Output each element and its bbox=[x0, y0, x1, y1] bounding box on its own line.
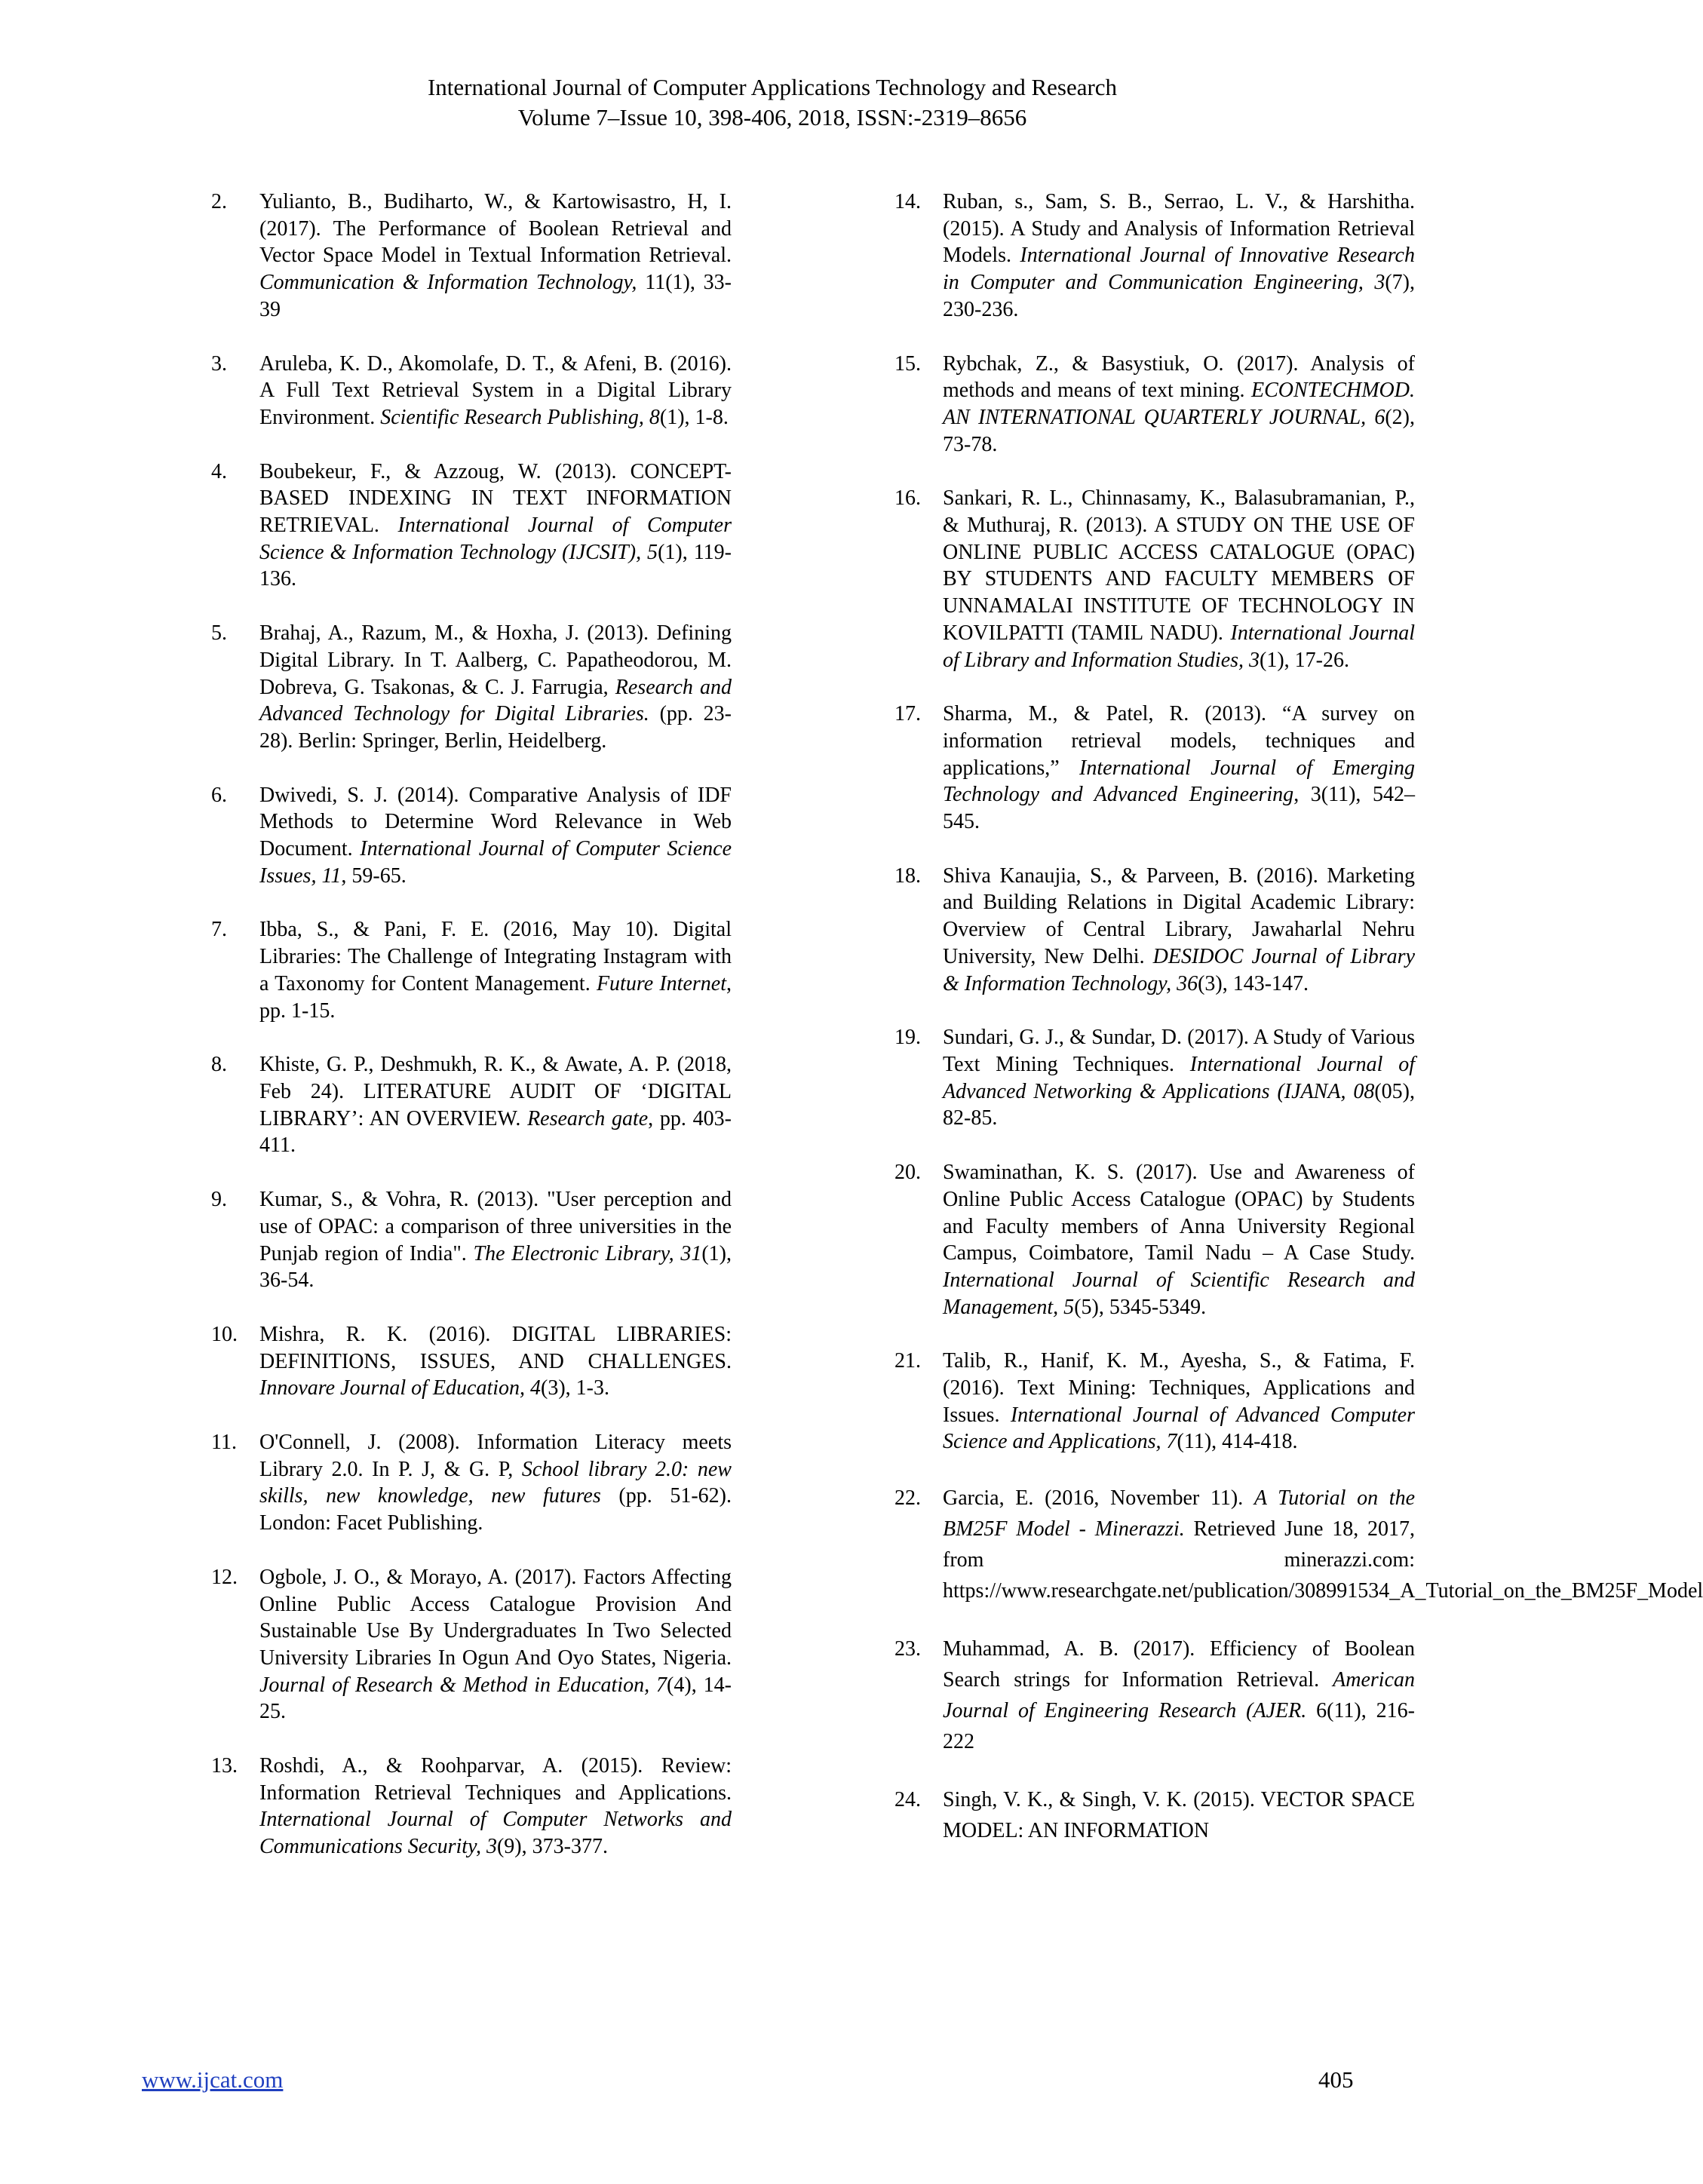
reference-details: , pp. 403-411. bbox=[259, 1106, 732, 1158]
reference-source-italic: ECONTECHMOD. AN INTERNATIONAL QUARTERLY JOURNAL, 6 bbox=[943, 379, 1415, 429]
reference-details: (05), 82-85. bbox=[943, 1079, 1415, 1130]
reference-number: 3. bbox=[211, 351, 227, 376]
reference-text: Swaminathan, K. S. (2017). Use and Awareness of Online Public Access Catalogue (OPAC) by Students and Faculty members of Anna University Regional Campus, Coimbatore, Tamil Nadu – A Case Study. bbox=[943, 1161, 1415, 1265]
reference-details: , 3(11), 542–545. bbox=[943, 783, 1416, 834]
reference-details: (2), 73-78. bbox=[943, 405, 1415, 456]
reference-text: Garcia, E. (2016, November 11). bbox=[943, 1486, 1254, 1511]
reference-number: 7. bbox=[211, 918, 227, 942]
reference-number: 16. bbox=[894, 486, 921, 511]
reference-details: (3), 1-3. bbox=[541, 1376, 609, 1400]
reference-entry bbox=[211, 1321, 732, 1402]
reference-details: (11), 414-418. bbox=[1177, 1430, 1298, 1454]
reference-text: Boubekeur, F., & Azzoug, W. (2013). CONCEPT-BASED INDEXING IN TEXT INFORMATION RETRIEVAL. bbox=[259, 459, 732, 538]
reference-number: 15. bbox=[894, 351, 921, 376]
reference-source-italic: School library 2.0: new skills, new knowledge, new futures bbox=[259, 1457, 732, 1508]
reference-text: Sharma, M., & Patel, R. (2013). “A survey on information retrieval models, techniques and applications,” bbox=[943, 702, 1415, 780]
reference-details: (pp. 23-28). Berlin: Springer, Berlin, Heidelberg. bbox=[259, 702, 732, 753]
reference-source-italic: The Electronic Library, 31 bbox=[473, 1241, 702, 1265]
reference-text: Khiste, G. P., Deshmukh, R. K., & Awate, A. P. (2018, Feb 24). LITERATURE AUDIT OF ‘DIGITAL LIBRARY’: AN OVERVIEW. bbox=[259, 1053, 732, 1130]
reference-entry bbox=[894, 1024, 1415, 1132]
reference-source-italic: Communication & Information Technology, bbox=[259, 271, 637, 295]
reference-details: 6(11), 216-222 bbox=[943, 1699, 1416, 1754]
reference-text: Mishra, R. K. (2016). DIGITAL LIBRARIES: DEFINITIONS, ISSUES, AND CHALLENGES. bbox=[259, 1322, 732, 1373]
reference-source-italic: Innovare Journal of Education, 4 bbox=[259, 1376, 542, 1400]
reference-number: 13. bbox=[211, 1754, 238, 1778]
reference-number: 5. bbox=[211, 621, 227, 646]
page-number: 405 bbox=[1318, 2066, 1354, 2093]
reference-source-italic: Research and Advanced Technology for Digital Libraries. bbox=[259, 675, 732, 726]
reference-entry bbox=[894, 1483, 1703, 1606]
reference-source-italic: International Journal of Emerging Technology and Advanced Engineering bbox=[943, 756, 1415, 807]
reference-text: O'Connell, J. (2008). Information Literacy meets Library 2.0. In P. J, & G. P, bbox=[259, 1431, 732, 1481]
journal-title: International Journal of Computer Applications Technology and Research bbox=[427, 74, 1118, 100]
reference-source-italic: Scientific Research Publishing, 8 bbox=[380, 405, 660, 429]
reference-number: 18. bbox=[894, 863, 921, 888]
reference-text: Dwivedi, S. J. (2014). Comparative Analysis of IDF Methods to Determine Word Relevance in Web Document. bbox=[259, 783, 732, 861]
reference-entry bbox=[894, 701, 1415, 836]
reference-text: Ogbole, J. O., & Morayo, A. (2017). Factors Affecting Online Public Access Catalogue Provision And Sustainable Use By Undergraduates In Two Selected University Libraries In Ogun And Oyo States, Nigeria. bbox=[259, 1565, 732, 1670]
reference-details: (1), 36-54. bbox=[259, 1241, 732, 1293]
reference-details: 11(1), 33-39 bbox=[259, 271, 732, 321]
reference-source-italic: American Journal of Engineering Research (AJER. bbox=[943, 1668, 1415, 1723]
reference-details: (4), 14-25. bbox=[259, 1673, 732, 1724]
reference-entry bbox=[894, 1784, 1415, 1846]
footer-website-link[interactable]: www.ijcat.com bbox=[142, 2066, 284, 2093]
reference-entry bbox=[211, 1186, 732, 1294]
reference-entry bbox=[211, 782, 732, 890]
reference-entry bbox=[211, 1564, 732, 1725]
references-right-column bbox=[894, 189, 1703, 1873]
reference-details: (1), 1-8. bbox=[659, 405, 729, 429]
reference-number: 17. bbox=[894, 702, 921, 726]
reference-number: 14. bbox=[894, 190, 921, 213]
reference-entry bbox=[211, 1753, 732, 1860]
reference-entry bbox=[211, 916, 732, 1024]
reference-number: 22. bbox=[894, 1486, 921, 1511]
reference-entry bbox=[894, 1348, 1415, 1455]
reference-details: (7), 230-236. bbox=[943, 271, 1415, 321]
reference-number: 6. bbox=[211, 783, 227, 807]
reference-text: Sundari, G. J., & Sundar, D. (2017). A Study of Various Text Mining Techniques. bbox=[943, 1026, 1415, 1076]
reference-number: 2. bbox=[211, 190, 227, 213]
reference-entry bbox=[211, 1429, 732, 1537]
reference-details: (3), 143-147. bbox=[1198, 971, 1309, 995]
reference-entry bbox=[894, 189, 1415, 324]
reference-number: 9. bbox=[211, 1188, 227, 1212]
reference-source-italic: Research gate bbox=[527, 1106, 649, 1130]
reference-number: 11. bbox=[211, 1431, 237, 1455]
reference-text: Rybchak, Z., & Basystiuk, O. (2017). Analysis of methods and means of text mining. bbox=[943, 351, 1415, 403]
reference-details: (pp. 51-62). London: Facet Publishing. bbox=[259, 1484, 732, 1535]
reference-entry bbox=[211, 351, 732, 431]
reference-entry bbox=[211, 189, 732, 324]
reference-source-italic: International Journal of Advanced Networking & Applications (IJANA, 08 bbox=[943, 1052, 1415, 1103]
reference-text: Talib, R., Hanif, K. M., Ayesha, S., & Fatima, F. (2016). Text Mining: Techniques, Applications and Issues. bbox=[943, 1349, 1415, 1427]
reference-source-italic: DESIDOC Journal of Library & Information Technology, 36 bbox=[943, 944, 1415, 995]
reference-text: Singh, V. K., & Singh, V. K. (2015). VECTOR SPACE MODEL: AN INFORMATION bbox=[943, 1788, 1415, 1843]
reference-number: 8. bbox=[211, 1053, 227, 1077]
reference-text: Shiva Kanaujia, S., & Parveen, B. (2016). Marketing and Building Relations in Digital Academic Library: Overview of Central Library, Jawaharlal Nehru University, New Delhi. bbox=[943, 863, 1415, 968]
volume-line: Volume 7–Issue 10, 398-406, 2018, ISSN:-2319–8656 bbox=[517, 104, 1027, 130]
reference-text: Ruban, s., Sam, S. B., Serrao, L. V., & Harshitha. (2015). A Study and Analysis of Information Retrieval Models. bbox=[943, 190, 1415, 268]
reference-text: Yulianto, B., Budiharto, W., & Kartowisastro, H, I. (2017). The Performance of Boolean Retrieval and Vector Space Model in Textual Information Retrieval. bbox=[259, 190, 732, 268]
reference-number: 4. bbox=[211, 459, 227, 483]
reference-entry bbox=[211, 620, 732, 755]
reference-entry bbox=[211, 1051, 732, 1159]
reference-source-italic: International Journal of Computer Networks and Communications Security, 3 bbox=[259, 1808, 732, 1859]
page-header bbox=[0, 72, 1545, 133]
reference-number: 20. bbox=[894, 1161, 921, 1185]
reference-entry bbox=[211, 459, 732, 594]
reference-source-italic: Journal of Research & Method in Education, 7 bbox=[259, 1673, 667, 1697]
references-left-column bbox=[211, 189, 732, 1888]
reference-text: Roshdi, A., & Roohparvar, A. (2015). Review: Information Retrieval Techniques and Applications. bbox=[259, 1754, 732, 1805]
reference-entry bbox=[894, 1159, 1415, 1321]
reference-source-italic: International Journal of Computer Science Issues, 11 bbox=[259, 837, 732, 888]
reference-details: , pp. 1-15. bbox=[259, 971, 732, 1023]
reference-details: , 59-65. bbox=[341, 863, 407, 888]
reference-text: Kumar, S., & Vohra, R. (2013). "User perception and use of OPAC: a comparison of three universities in the Punjab region of India". bbox=[259, 1188, 732, 1265]
reference-details: (1), 119-136. bbox=[259, 540, 732, 591]
reference-text: Sankari, R. L., Chinnasamy, K., Balasubramanian, P., & Muthuraj, R. (2013). A STUDY ON THE USE OF ONLINE PUBLIC ACCESS CATALOGUE (OPAC) BY STUDENTS AND FACULTY MEMBERS OF UNNAMALAI INSTITUTE OF TECHNOLOGY IN KOVILPATTI (TAMIL NADU). bbox=[943, 486, 1415, 645]
reference-source-italic: International Journal of Library and Information Studies, 3 bbox=[943, 621, 1416, 672]
reference-source-italic: International Journal of Advanced Computer Science and Applications, 7 bbox=[943, 1403, 1416, 1454]
reference-number: 10. bbox=[211, 1322, 238, 1346]
reference-number: 21. bbox=[894, 1349, 921, 1373]
reference-entry bbox=[894, 863, 1415, 998]
reference-details: (9), 373-377. bbox=[496, 1835, 608, 1859]
reference-number: 19. bbox=[894, 1026, 921, 1050]
reference-text: Aruleba, K. D., Akomolafe, D. T., & Afeni, B. (2016). A Full Text Retrieval System in a Digital Library Environment. bbox=[259, 351, 732, 429]
reference-source-italic: Future Internet bbox=[596, 971, 726, 995]
reference-text: Ibba, S., & Pani, F. E. (2016, May 10). Digital Libraries: The Challenge of Integrating Instagram with a Taxonomy for Content Management. bbox=[259, 918, 732, 995]
reference-number: 24. bbox=[894, 1788, 921, 1812]
reference-number: 23. bbox=[894, 1637, 921, 1661]
reference-source-italic: International Journal of Innovative Research in Computer and Communication Engineering, 3 bbox=[943, 244, 1415, 295]
reference-details: Retrieved June 18, 2017, from minerazzi.com: https://www.researchgate.net/publication/308991534_A_Tutorial_on_the_BM25F_Model bbox=[943, 1517, 1703, 1603]
reference-details: (5), 5345-5349. bbox=[1074, 1295, 1207, 1319]
reference-text: Muhammad, A. B. (2017). Efficiency of Boolean Search strings for Information Retrieval. bbox=[943, 1637, 1415, 1692]
reference-source-italic: A Tutorial on the BM25F Model - Minerazzi. bbox=[943, 1486, 1415, 1541]
reference-details: (1), 17-26. bbox=[1260, 648, 1349, 672]
reference-entry bbox=[894, 485, 1415, 673]
reference-text: Brahaj, A., Razum, M., & Hoxha, J. (2013). Defining Digital Library. In T. Aalberg, C. Papatheodorou, M. Dobreva, G. Tsakonas, & C. J. Farrugia, bbox=[259, 621, 732, 699]
reference-entry bbox=[894, 1633, 1415, 1757]
reference-entry bbox=[894, 351, 1415, 459]
reference-source-italic: International Journal of Computer Science & Information Technology (IJCSIT), 5 bbox=[259, 514, 732, 564]
reference-source-italic: International Journal of Scientific Research and Management, 5 bbox=[943, 1268, 1415, 1319]
reference-number: 12. bbox=[211, 1565, 238, 1589]
